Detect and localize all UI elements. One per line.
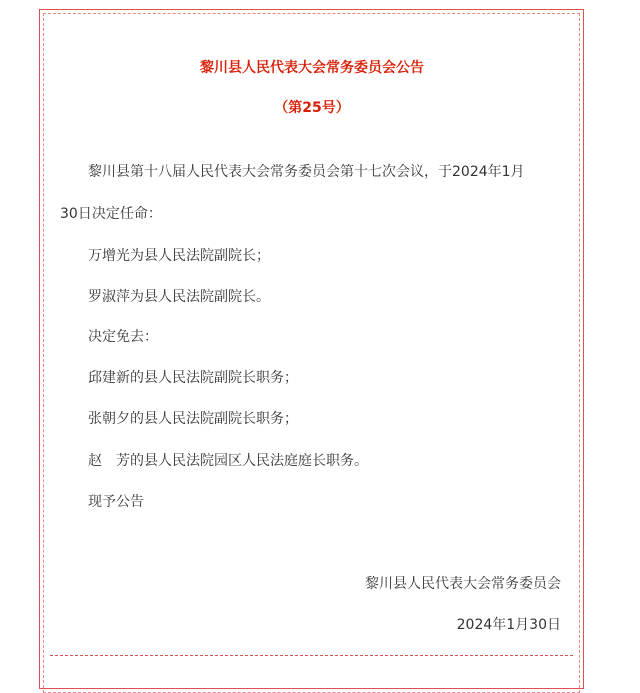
- removal-item: 邱建新的县人民法院副院长职务；: [88, 370, 298, 386]
- closing-text: 现予公告: [88, 494, 144, 510]
- bottom-divider: [50, 655, 573, 656]
- removal-item: 张朝夕的县人民法院副院长职务；: [88, 411, 298, 427]
- date: 2024年1月30日: [456, 617, 561, 633]
- intro-line-1: 黎川县第十八届人民代表大会常务委员会第十七次会议，于2024年1月: [88, 164, 525, 180]
- intro-line-2: 30日决定任命：: [60, 206, 162, 222]
- removal-item: 赵 芳的县人民法院园区人民法庭庭长职务。: [88, 453, 368, 469]
- signature: 黎川县人民代表大会常务委员会: [365, 576, 561, 592]
- removal-heading: 决定免去：: [88, 329, 158, 345]
- appointment-item: 万增光为县人民法院副院长；: [88, 248, 270, 264]
- announcement-number: （第25号）: [274, 100, 350, 116]
- announcement-title: 黎川县人民代表大会常务委员会公告: [200, 60, 424, 76]
- appointment-item: 罗淑萍为县人民法院副院长。: [88, 289, 270, 305]
